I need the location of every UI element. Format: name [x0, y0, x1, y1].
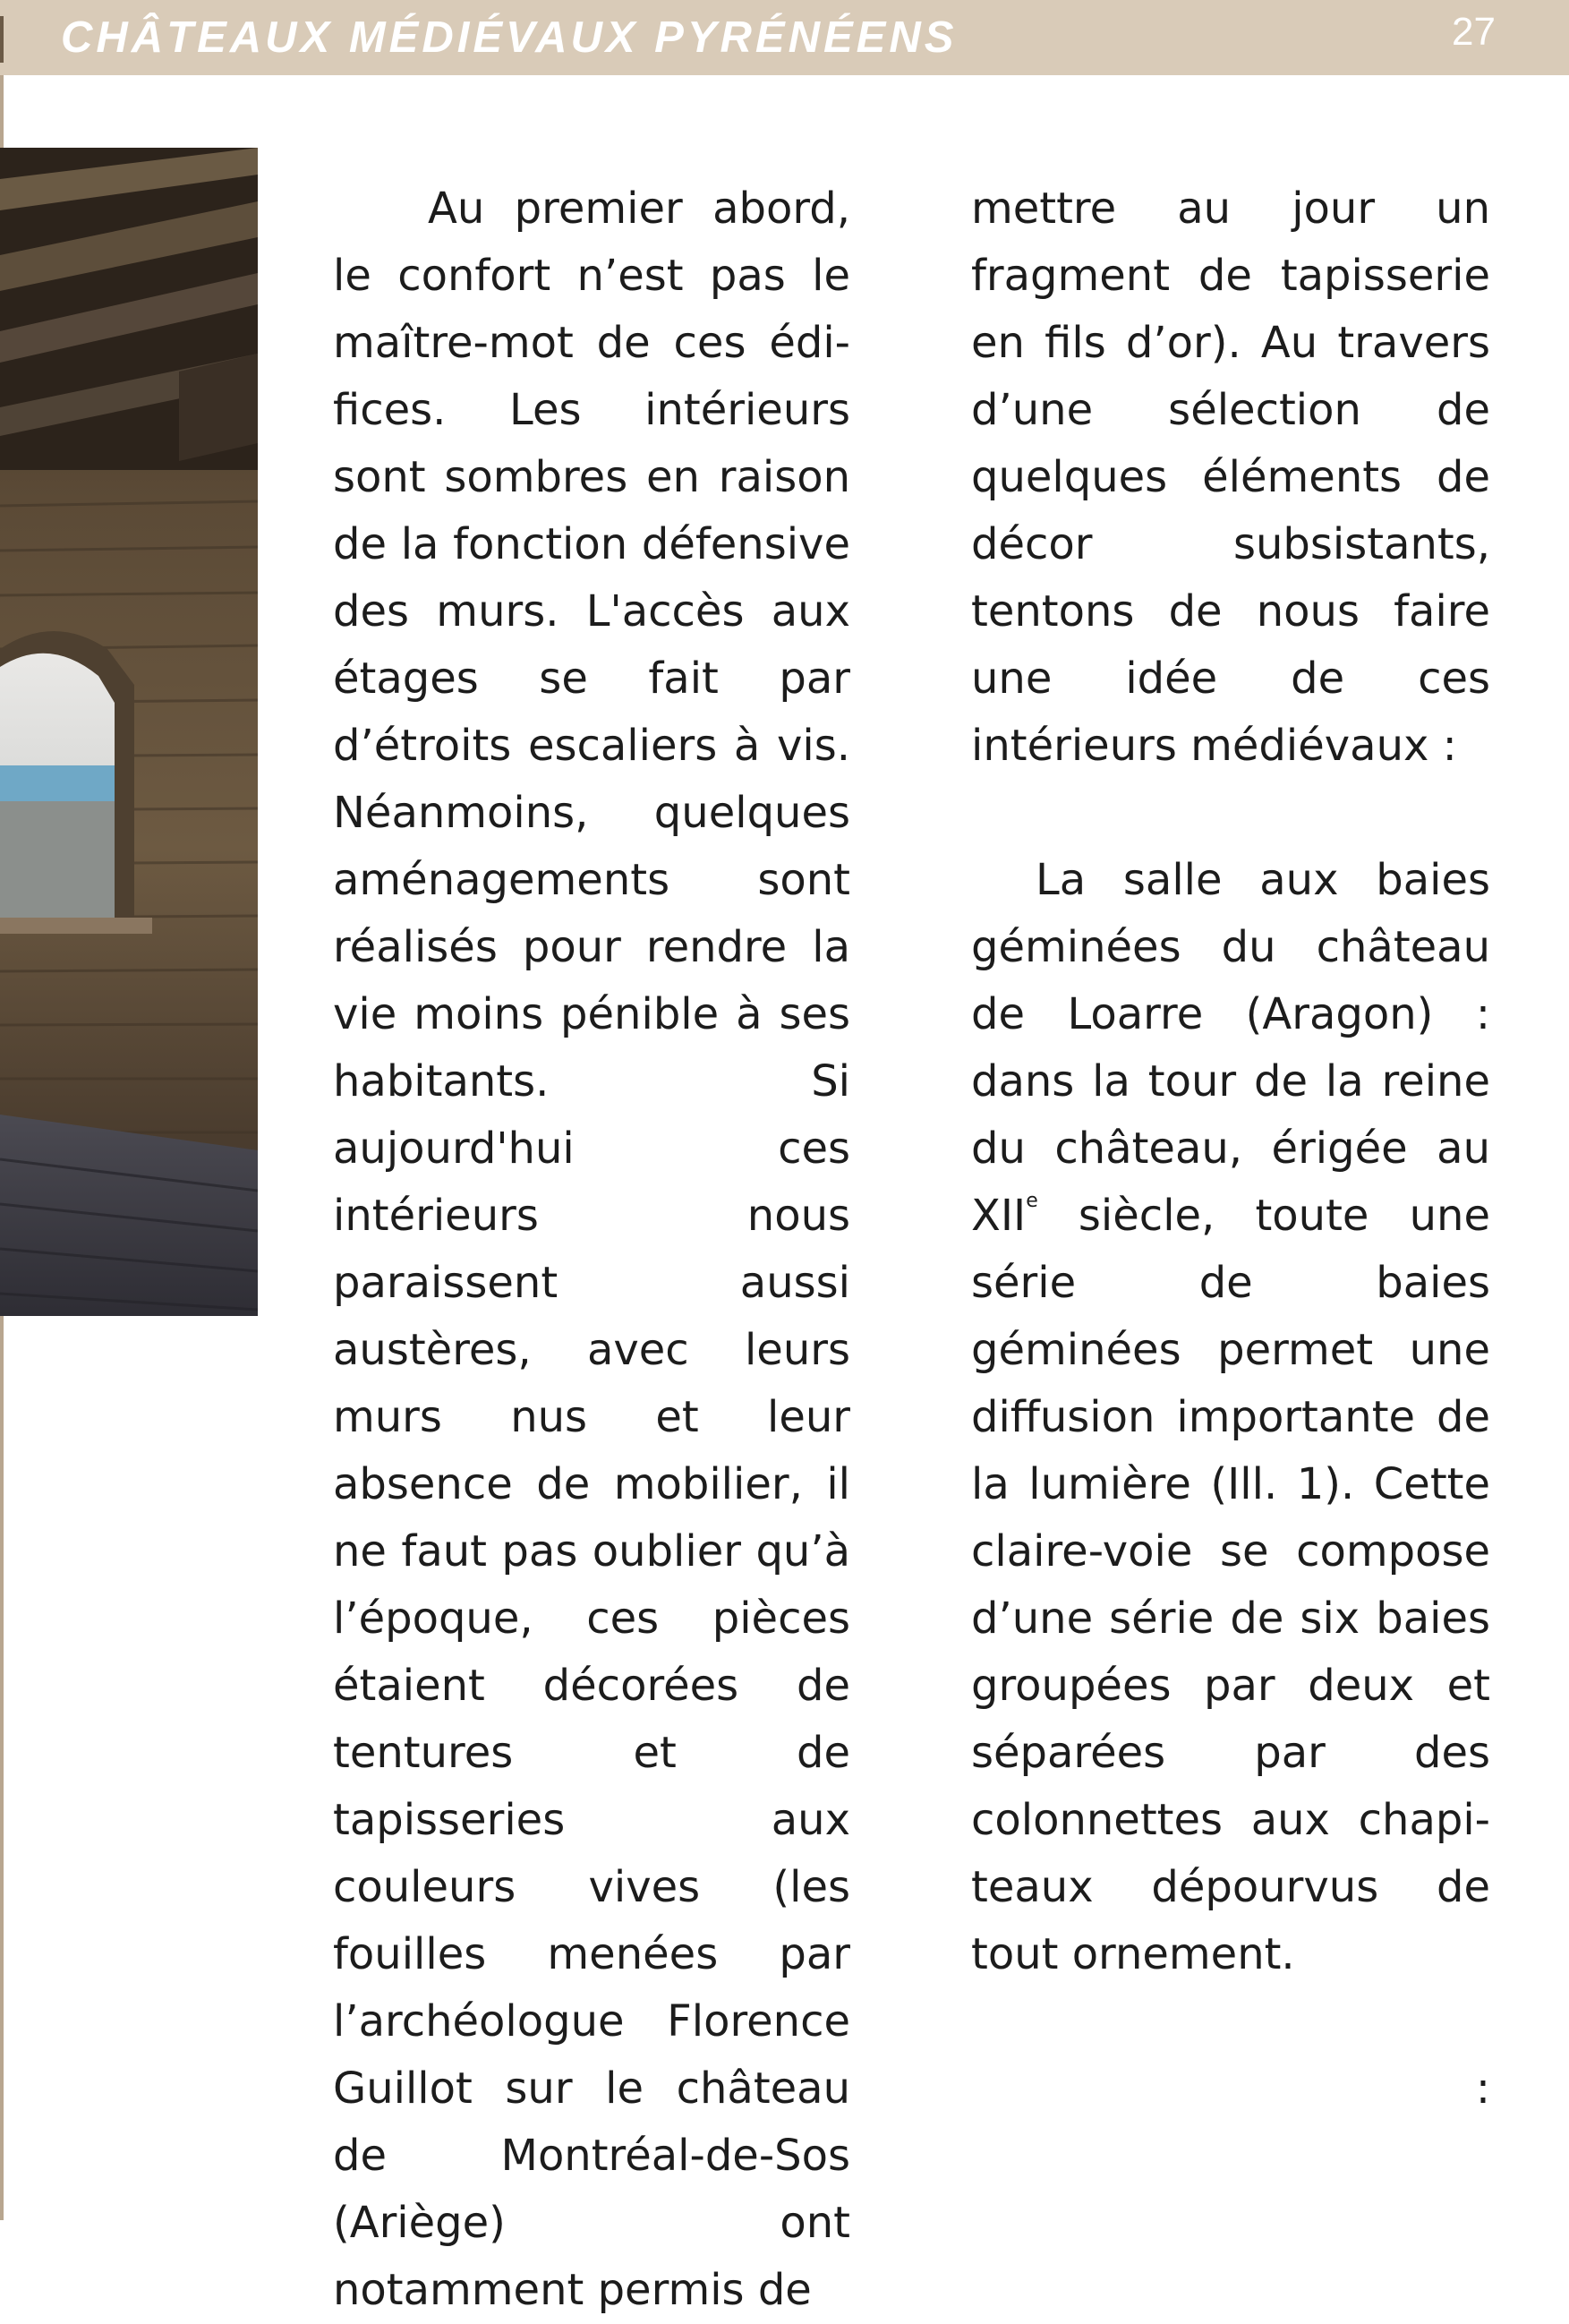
loarre-text-part2: siècle, toute une série de baies géminées permet une diffusion importante de la lumière (Ill. 1). Cette claire-voie se compose d’une série de six baies groupées par deux et séparées par des colonnettes aux chapiteaux dépourvus de tout ornement.	[971, 1191, 1490, 1979]
text-column-left	[333, 175, 850, 2324]
header-edge-mark	[0, 16, 4, 63]
century-superscript: e	[1026, 1190, 1038, 1212]
paragraph-gap	[971, 1988, 1490, 2055]
trailing-colon: :	[1475, 2063, 1490, 2114]
body-paragraph-loarre	[971, 847, 1490, 1988]
body-paragraph: Au premier abord, le confort n’est pas le maître-mot de ces édifices. Les intérieurs sont sombres en raison de la fonction défensive des murs. L'accès aux étages se fait par d’étroits escaliers à vis. Néanmoins, quelques aménagements sont réalisés pour rendre la vie moins pénible à ses habitants. Si aujourd'hui ces intérieurs nous paraissent aussi austères, avec leurs murs nus et leur absence de mobilier, il ne faut pas oublier qu’à l’époque, ces pièces étaient décorées de tentures et de tapisseries aux couleurs vives (les fouilles menées par l’archéologue Florence Guillot sur le château de Montréal-de-Sos (Ariège) ont notamment permis de	[333, 184, 850, 2315]
running-header-title: CHÂTEAUX MÉDIÉVAUX PYRÉNÉENS	[61, 13, 958, 62]
body-paragraph-continued: mettre au jour un fragment de tapisserie en fils d’or). Au travers d’une sélection de quelques éléments de décor subsistants, tentons de nous faire une idée de ces intérieurs médiévaux :	[971, 184, 1490, 771]
loarre-text-part1: La salle aux baies géminées du château de Loarre (Aragon) : dans la tour de la reine du château, érigée au XII	[971, 855, 1490, 1241]
text-column-right	[971, 175, 1490, 2123]
paragraph-gap	[971, 780, 1490, 847]
castle-interior-photo	[0, 148, 258, 1316]
page-number: 27	[1452, 10, 1496, 54]
